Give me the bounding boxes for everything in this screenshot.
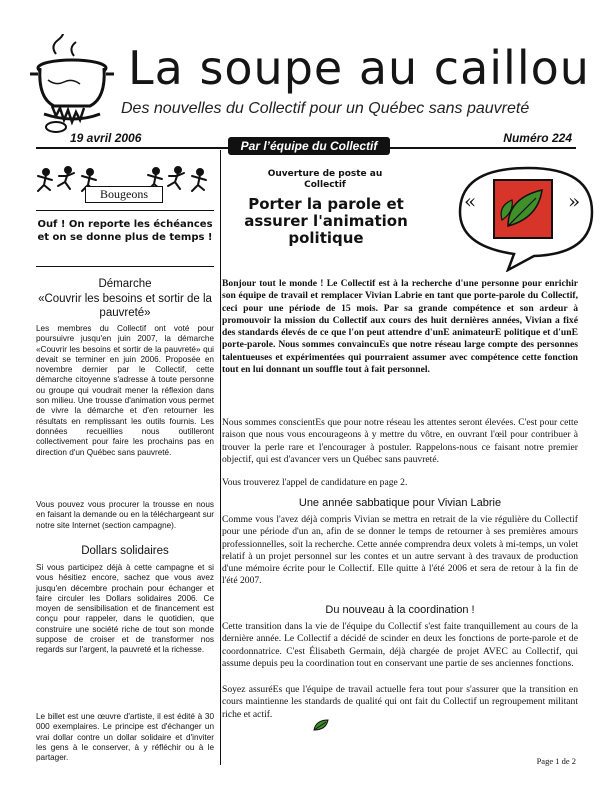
sabbatique-heading: Une année sabbatique pour Vivian Labrie <box>298 497 502 509</box>
issue-number: Numéro 224 <box>503 131 572 145</box>
dollars-paragraph-2: Le billet est une œuvre d'artiste, il est édité à 30 000 exemplaires. Le principe est d'échanger un vrai dollar contre un dollar solidaire et d'inviter les gens à le conserver, à y réfléchir ou à le partager. <box>36 712 214 763</box>
postponement-notice: Ouf ! On reporte les échéances et on se donne plus de temps ! <box>37 219 213 243</box>
appel-paragraph: Vous trouverez l'appel de candidature en page 2. <box>222 477 408 488</box>
sidebar-rule-bottom <box>36 266 214 267</box>
speech-bubble-leaf-icon <box>450 162 598 272</box>
demarche-subheading: «Couvrir les besoins et sortir de la pauvreté» <box>38 293 212 319</box>
svg-text:»: » <box>568 189 581 213</box>
coordination-heading: Du nouveau à la coordination ! <box>325 604 475 616</box>
article-kicker: Ouverture de poste au Collectif <box>267 169 383 190</box>
leaf-icon <box>312 718 330 732</box>
newsletter-subtitle: Des nouvelles du Collectif pour un Québec sans pauvreté <box>121 100 530 117</box>
demarche-heading: Démarche <box>98 278 152 290</box>
coordination-paragraph-1: Cette transition dans la vie de l'équipe du Collectif s'est faite tranquillement au cours de la dernière année. Le Collectif a décidé de scinder en deux les fonctions de porte-parole et de coordonnatrice. C'est Élisabeth Germain, déjà chargée de projet AVEC au Collectif, qui assume depuis peu la coordination tout en conservant une partie de ses anciennes fonctions. <box>222 621 578 669</box>
bougeons-label: Bougeons <box>85 186 163 203</box>
dollars-paragraph-1: Si vous participez déjà à cette campagne et si vous hésitiez encore, sachez que vous avez jusqu'en décembre prochain pour échanger et faire circuler les Dollars solidaires 2006. Ce moyen de sensibilisation et de financement est conçu pour rappeler, dans le quotidien, que construire une société riche de tout son monde suppose de croiser et de transformer nos regards sur l'argent, la pauvreté et la richesse. <box>36 563 214 655</box>
newsletter-title: La soupe au caillou <box>128 41 590 95</box>
section-label: Par l’équipe du Collectif <box>228 137 390 155</box>
dollars-heading: Dollars solidaires <box>81 545 169 557</box>
page-indicator: Page 1 de 2 <box>536 756 576 766</box>
svg-text:«: « <box>464 189 477 213</box>
sidebar-rule-top <box>36 210 214 211</box>
soup-pot-icon <box>26 34 118 134</box>
column-divider <box>220 150 221 765</box>
demarche-paragraph-2: Vous pouvez vous procurer la trousse en nous en faisant la demande ou en la téléchargeant sur notre site Internet (section campagne). <box>36 500 214 530</box>
demarche-paragraph-1: Les membres du Collectif ont voté pour poursuivre jusqu'en juin 2007, la démarche «Couvrir les besoins et sortir de la pauvreté» qui devait se terminer en juin 2006. Proposée en novembre dernier par le Collectif, cette démarche citoyenne s'adresse à toute personne ou groupe qui voudrait mener la réflexion dans son milieu. Une trousse d'animation vous permet de vivre la démarche et d'en retourner les résultats en remplissant les outils fournis. Les données recueillies nous outilleront collectivement pour faire les prochains pas en direction d'un Québec sans pauvreté. <box>36 324 214 457</box>
article-headline: Porter la parole et assurer l'animation politique <box>244 195 408 247</box>
conscients-paragraph: Nous sommes conscientEs que pour notre réseau les attentes seront élevées. C'est pour cette raison que nous vous encourageons à y mettre du vôtre, en ouvrant l'œil pour contribuer à trouver la perle rare et l'encourager à postuler. Rappelons-nous ce faisant notre premier objectif, qui est d'avancer vers un Québec sans pauvreté. <box>222 417 578 465</box>
sabbatique-paragraph: Comme vous l'avez déjà compris Vivian se mettra en retrait de la vie régulière du Collectif pour une période d'un an, afin de se donner le temps de retourner à ses premières amours professionnelles, soit la recherche. Cette année comprendra deux volets à mi-temps, un volet relatif à un projet personnel sur les contes et un autre servant à des travaux de production d'une mémoire écrite pour le Collectif. Elle quitte à l'été 2006 et sera de retour à la fin de l'été 2007. <box>222 514 578 587</box>
intro-paragraph: Bonjour tout le monde ! Le Collectif est à la recherche d'une personne pour enrichir son équipe de travail et remplacer Vivian Labrie en tant que porte-parole du Collectif, ceci pour une période de 15 mois. Par sa grande compétence et son ardeur à promouvoir la mission du Collectif aux cours des huit dernières années, Vivian a fixé des standards élevés de ce que l'on peut attendre d'unE animateurE politique et d'unE porte-parole. Nous sommes convaincuEs que notre réseau large compte des personnes talentueuses et expérimentées qui pourraient assumer avec compétence cette fonction tout en lui donnant un souffle tout à fait personnel. <box>222 278 578 376</box>
issue-date: 19 avril 2006 <box>70 131 142 145</box>
coordination-paragraph-2: Soyez assuréEs que l'équipe de travail actuelle fera tout pour s'assurer que la transition en cours maintienne les standards de qualité qui ont fait du Collectif un regroupement militant riche et actif. <box>222 684 578 720</box>
